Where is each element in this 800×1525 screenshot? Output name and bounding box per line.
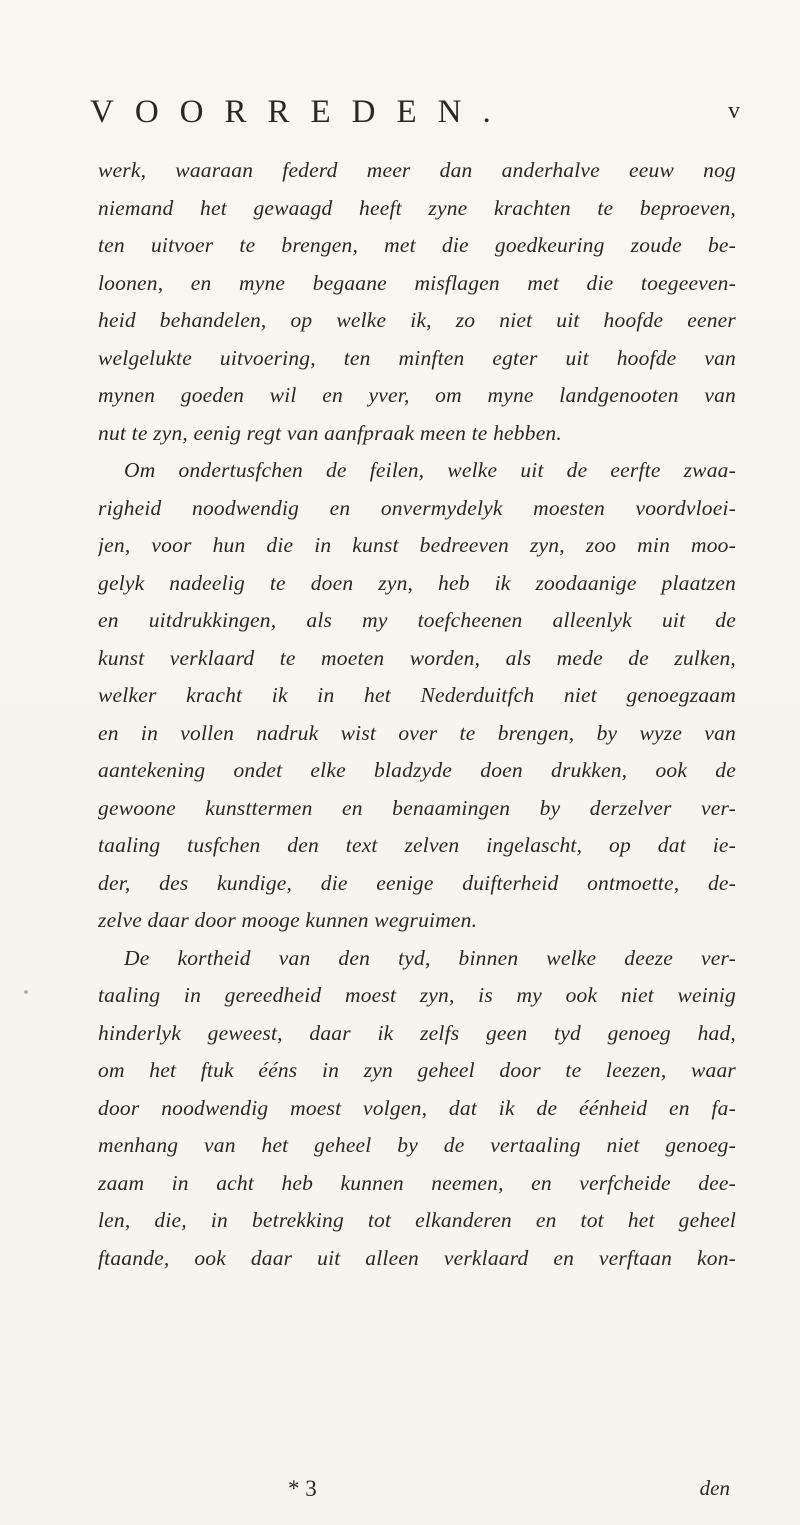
paragraph-start-line: Om ondertusfchen de feilen, welke uit de eerfte zwaa-: [124, 458, 736, 482]
page-header: [90, 94, 740, 134]
text-line: aantekening ondet elke bladzyde doen drukken, ook de: [98, 758, 736, 782]
text-line: gelyk nadeelig te doen zyn, heb ik zoodaanige plaatzen: [98, 570, 736, 595]
text-line: zaam in acht heb kunnen neemen, en verfcheide dee-: [98, 1170, 736, 1195]
page-footer: [98, 1476, 736, 1516]
text-line: der, des kundige, die eenige duifterheid ontmoette, de-: [98, 870, 736, 895]
text-line: loonen, en myne begaane misflagen met die toegeeven-: [98, 270, 736, 295]
text-line: door noodwendig moest volgen, dat ik de éénheid en fa-: [98, 1095, 736, 1120]
text-line: nut te zyn, eenig regt van aanfpraak meen te hebben.: [98, 420, 562, 445]
text-line: welgelukte uitvoering, ten minften egter uit hoofde van: [98, 345, 736, 370]
paragraph-start-line: De kortheid van den tyd, binnen welke deeze ver-: [124, 945, 736, 970]
text-line: ten uitvoer te brengen, met die goedkeuring zoude be-: [98, 233, 736, 257]
page-number: v: [728, 98, 740, 124]
text-line: jen, voor hun die in kunst bedreeven zyn, zoo min moo-: [98, 533, 736, 557]
paper-speck: [24, 990, 28, 994]
text-line: taaling tusfchen den text zelven ingelascht, op dat ie-: [98, 833, 736, 857]
text-line: zelve daar door mooge kunnen wegruimen.: [98, 908, 478, 932]
text-line: welker kracht ik in het Nederduitfch niet genoegzaam: [98, 683, 736, 707]
text-line: mynen goeden wil en yver, om myne landgenooten van: [98, 383, 736, 407]
text-line: len, die, in betrekking tot elkanderen en tot het geheel: [98, 1208, 736, 1232]
text-line: heid behandelen, op welke ik, zo niet uit hoofde eener: [98, 308, 736, 332]
text-line: hinderlyk geweest, daar ik zelfs geen tyd genoeg had,: [98, 1020, 736, 1045]
text-line: om het ftuk ééns in zyn geheel door te leezen, waar: [98, 1058, 736, 1082]
text-line: gewoone kunsttermen en benaamingen by derzelver ver-: [98, 795, 736, 820]
text-line: en in vollen nadruk wist over te brengen, by wyze van: [98, 720, 736, 745]
text-line: menhang van het geheel by de vertaaling niet genoeg-: [98, 1133, 736, 1157]
text-line: taaling in gereedheid moest zyn, is my ook niet weinig: [98, 983, 736, 1007]
signature-mark: * 3: [288, 1476, 317, 1501]
text-line: ftaande, ook daar uit alleen verklaard en verftaan kon-: [98, 1245, 736, 1270]
running-title: VOORREDEN.: [90, 94, 512, 130]
text-line: kunst verklaard te moeten worden, als mede de zulken,: [98, 645, 736, 670]
text-line: niemand het gewaagd heeft zyne krachten te beproeven,: [98, 195, 736, 220]
body-text: [98, 152, 736, 1277]
text-line: werk, waaraan federd meer dan anderhalve eeuw nog: [98, 158, 736, 182]
text-line: righeid noodwendig en onvermydelyk moesten voordvloei-: [98, 495, 736, 520]
text-line: en uitdrukkingen, als my toefcheenen alleenlyk uit de: [98, 608, 736, 632]
catchword: den: [699, 1476, 730, 1500]
